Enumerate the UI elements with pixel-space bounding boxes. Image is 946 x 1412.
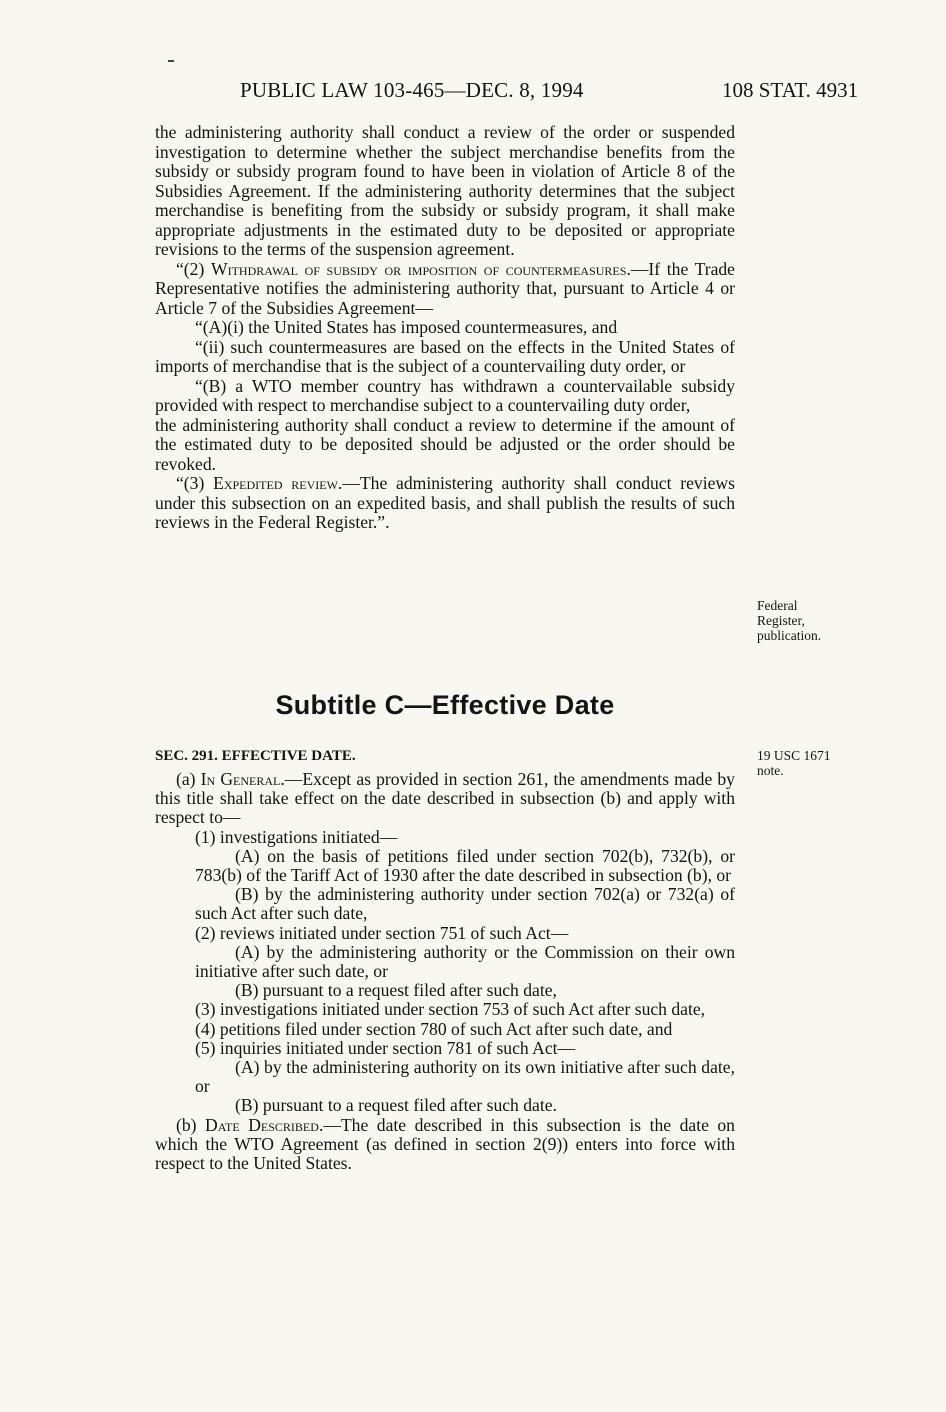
margin-note-line: 19 USC 1671	[757, 748, 831, 763]
subsection-body: .—Except as provided in section 261, the amendments made by this title shall take effect on the date described in subsection (b) and apply with respect to—	[155, 769, 735, 828]
item-4: (4) petitions filed under section 780 of such Act after such date, and	[195, 1018, 673, 1039]
subsection-a	[155, 770, 735, 828]
section-text-continued	[155, 123, 735, 533]
margin-note-line: publication.	[757, 628, 822, 643]
margin-note-line: Register,	[757, 613, 805, 628]
paragraph-heading: Expedited review	[213, 473, 338, 493]
section-heading: SEC. 291. EFFECTIVE DATE.	[155, 748, 356, 764]
margin-note-line: note.	[757, 763, 784, 778]
margin-note-federal-register	[757, 598, 821, 643]
item-1-a: (A) on the basis of petitions filed under section 702(b), 732(b), or 783(b) of the Tariff Act of 1930 after the date described in subsection (b), or	[195, 845, 735, 886]
running-header-title: PUBLIC LAW 103-465—DEC. 8, 1994	[240, 78, 584, 102]
paragraph-body: .—The administering authority shall conduct reviews under this subsection on an expedited basis, and shall publish the results of such reviews in the Federal Register.”.	[155, 473, 735, 532]
paragraph-expedited-review	[155, 474, 735, 533]
subsection-number: (b)	[176, 1114, 206, 1135]
paragraph-heading: Withdrawal of subsidy or imposition of countermeasures	[210, 258, 627, 279]
subsection-heading: In General	[200, 769, 281, 789]
item-5-b: (B) pursuant to a request filed after such date.	[235, 1095, 557, 1116]
paragraph-review-order: the administering authority shall conduct a review of the order or suspended investigation to determine whether the subject merchandise benefits from the subsidy or subsidy program found to have been in violation of Article 8 of the Subsidies Agreement. If the administering authority determines that the subject merchandise is benefiting from the subsidy or subsidy program, it shall make appropriate adjustments in the estimated duty to be deposited or appropriate revisions to the terms of the suspension agreement.	[155, 122, 735, 259]
margin-note-line: Federal	[757, 598, 798, 613]
paragraph-number: “(2)	[176, 258, 211, 279]
scan-mark	[168, 60, 174, 62]
subtitle-heading: Subtitle C—Effective Date	[275, 690, 615, 720]
item-5-a: (A) by the administering authority on its own initiative after such date, or	[195, 1057, 735, 1097]
paragraph-review-determine: the administering authority shall conduct a review to determine if the amount of the estimated duty to be deposited should be adjusted or the order should be revoked.	[155, 414, 735, 474]
clause-a-ii: “(ii) such countermeasures are based on the effects in the United States of imports of merchandise that is the subject of a countervailing duty order, or	[155, 336, 735, 376]
paragraph-number: “(3)	[176, 473, 214, 493]
item-2-a: (A) by the administering authority or the Commission on their own initiative after such date, or	[195, 941, 735, 982]
running-header-page: 108 STAT. 4931	[722, 78, 859, 102]
paragraph-body: .—If the Trade Representative notifies the administering authority that, pursuant to Article 4 or Article 7 of the Subsidies Agreement—	[155, 258, 735, 318]
section-291-text	[155, 770, 735, 1173]
subsection-b	[155, 1116, 735, 1174]
item-2: (2) reviews initiated under section 751 of such Act—	[195, 922, 569, 943]
item-1: (1) investigations initiated—	[195, 826, 398, 847]
subsection-number: (a)	[176, 769, 201, 789]
item-2-b: (B) pursuant to a request filed after such date,	[235, 980, 557, 1001]
clause-b: “(B) a WTO member country has withdrawn a countervailable subsidy provided with respect to merchandise subject to a countervailing duty order,	[155, 375, 735, 415]
subsection-heading: Date Described	[205, 1114, 319, 1135]
item-3: (3) investigations initiated under section 753 of such Act after such date,	[195, 999, 706, 1020]
margin-note-usc	[757, 748, 831, 778]
item-5: (5) inquiries initiated under section 781 of such Act—	[195, 1037, 576, 1058]
paragraph-withdrawal	[155, 260, 735, 319]
item-1-b: (B) by the administering authority under section 702(a) or 732(a) of such Act after such date,	[195, 884, 735, 924]
clause-a-i: “(A)(i) the United States has imposed countermeasures, and	[195, 317, 618, 337]
subsection-body: .—The date described in this subsection is the date on which the WTO Agreement (as defined in section 2(9)) enters into force with respect to the United States.	[155, 1114, 735, 1174]
